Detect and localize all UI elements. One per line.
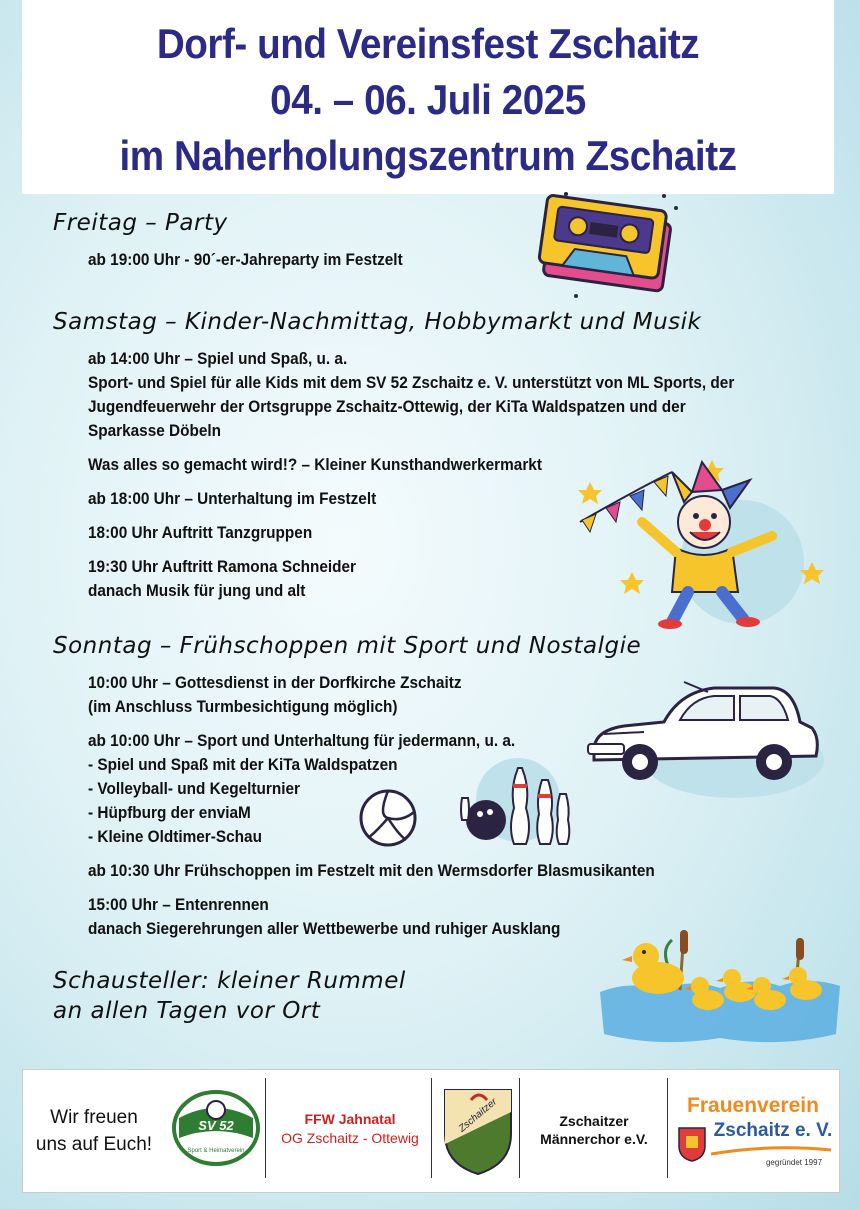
rubber-ducks-icon	[600, 930, 840, 1048]
saturday-dance: 18:00 Uhr Auftritt Tanzgruppen	[88, 524, 313, 542]
saturday-ramona: 19:30 Uhr Auftritt Ramona Schneider	[88, 558, 357, 576]
ffw-block	[269, 1110, 431, 1148]
footer-divider	[519, 1078, 520, 1178]
frauenverein-crest-icon	[677, 1126, 707, 1162]
greeting-line1: Wir freuen	[50, 1107, 138, 1128]
saturday-tent: ab 18:00 Uhr – Unterhaltung im Festzelt	[88, 490, 377, 508]
shield-logo-text: Zschaitzer	[456, 1096, 500, 1135]
choir-line1: Zschaitzer	[559, 1113, 629, 1129]
sunday-sport-line1: - Spiel und Spaß mit der KiTa Waldspatzen	[88, 756, 398, 774]
friday-title: Freitag – Party	[53, 210, 228, 236]
saturday-title: Samstag – Kinder-Nachmittag, Hobbymarkt und Musik	[53, 309, 702, 335]
showmen-line2: an allen Tagen vor Ort	[53, 998, 321, 1024]
saturday-kids-line4: Sparkasse Döbeln	[88, 422, 222, 440]
footer-divider	[667, 1078, 668, 1178]
greeting-line2: uns auf Euch!	[35, 1134, 153, 1155]
oldtimer-car-icon	[584, 678, 824, 800]
sv52-logo-text: SV 52 Zschaitz	[189, 1118, 242, 1148]
volleyball-icon	[358, 788, 418, 848]
saturday-kids-line2: Sport- und Spiel für alle Kids mit dem SV 52 Zschaitz e. V. unterstützt von ML Sports, der	[88, 374, 735, 392]
clown-icon	[572, 452, 832, 632]
sunday-duck-race: 15:00 Uhr – Entenrennen	[88, 896, 269, 914]
saturday-market: Was alles so gemacht wird!? – Kleiner Kunsthandwerkermarkt	[88, 456, 542, 474]
sunday-title: Sonntag – Frühschoppen mit Sport und Nostalgie	[53, 633, 642, 659]
frauenverein-swoosh	[711, 1146, 831, 1156]
showmen-line1: Schausteller: kleiner Rummel	[53, 968, 406, 994]
saturday-kids-line1: ab 14:00 Uhr – Spiel und Spaß, u. a.	[88, 350, 348, 368]
event-dates: 04. – 06. Juli 2025	[270, 76, 586, 123]
sunday-service: 10:00 Uhr – Gottesdienst in der Dorfkirche Zschaitz	[88, 674, 462, 692]
greeting	[29, 1104, 159, 1158]
footer-divider	[431, 1078, 432, 1178]
event-title: Dorf- und Vereinsfest Zschaitz	[156, 20, 700, 67]
saturday-music: danach Musik für jung und alt	[88, 582, 306, 600]
choir-line2: Männerchor e.V.	[540, 1131, 648, 1147]
sunday-tower: (im Anschluss Turmbesichtigung möglich)	[88, 698, 398, 716]
footer-divider	[265, 1078, 266, 1178]
sunday-sport-line2: - Volleyball- und Kegelturnier	[88, 780, 301, 798]
choir-block	[521, 1112, 667, 1148]
sunday-sport-line4: - Kleine Oldtimer-Schau	[88, 828, 262, 846]
sunday-sport-head: ab 10:00 Uhr – Sport und Unterhaltung für jedermann, u. a.	[88, 732, 516, 750]
event-location: im Naherholungszentrum Zschaitz	[119, 132, 737, 179]
poster-header	[22, 0, 834, 194]
frauenverein-founded: gegründet 1997	[765, 1158, 823, 1167]
sponsor-footer	[22, 1069, 840, 1193]
saturday-kids-line3: Jugendfeuerwehr der Ortsgruppe Zschaitz-Ottewig, der KiTa Waldspatzen und der	[88, 398, 686, 416]
sunday-awards: danach Siegerehrungen aller Wettbewerbe und ruhiger Ausklang	[88, 920, 561, 938]
sunday-fruehschoppen: ab 10:30 Uhr Frühschoppen im Festzelt mit den Wermsdorfer Blasmusikanten	[88, 862, 655, 880]
sunday-sport-line3: - Hüpfburg der enviaM	[88, 804, 251, 822]
frauenverein-place: Zschaitz e. V.	[713, 1120, 833, 1141]
friday-item: ab 19:00 Uhr - 90´-er-Jahreparty im Festzelt	[88, 251, 403, 269]
frauenverein-name: Frauenverein	[687, 1094, 819, 1117]
sv52-logo-sub: Sport & Heimatverein	[187, 1148, 245, 1154]
cassette-icon	[536, 188, 686, 303]
ffw-name: FFW Jahnatal	[304, 1111, 396, 1127]
ffw-group: OG Zschaitz - Ottewig	[281, 1130, 419, 1146]
bowling-icon	[456, 758, 576, 848]
